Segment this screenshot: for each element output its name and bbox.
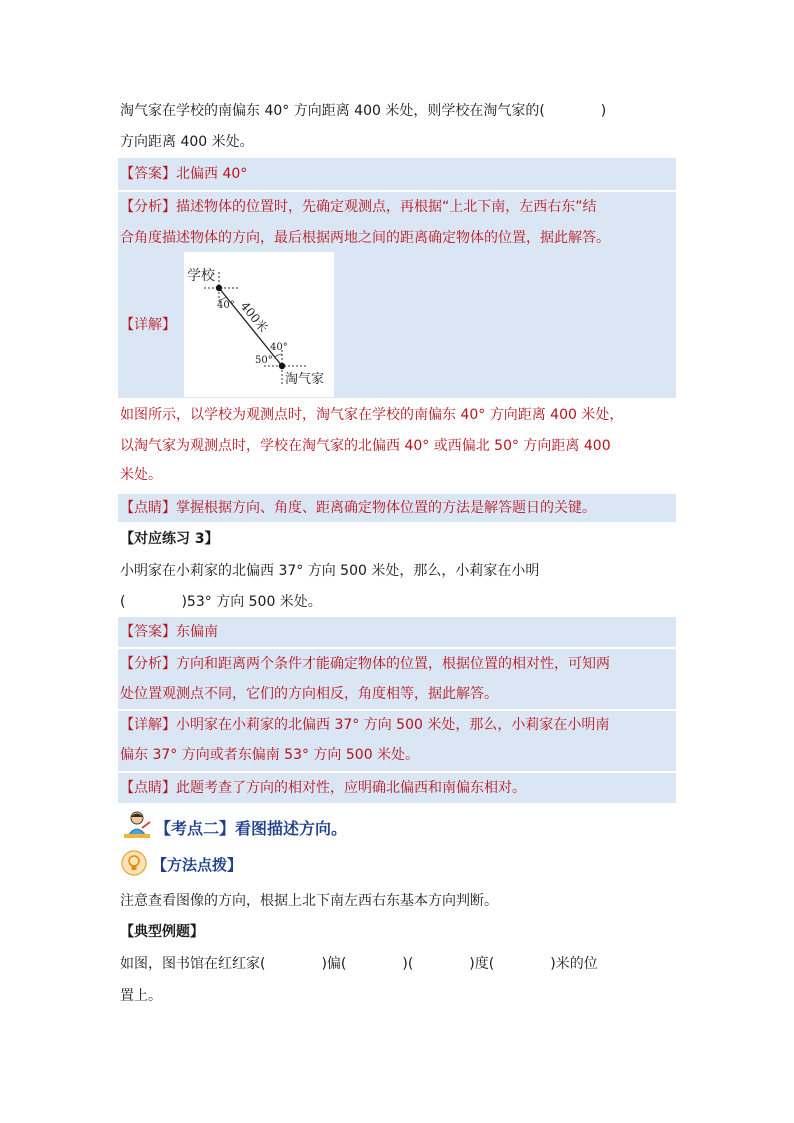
practice-tip-label: 【点睛】 xyxy=(120,780,176,796)
analysis-text: 描述物体的位置时，先确定观测点，再根据“上北下南，左西右东”结 xyxy=(176,199,597,215)
practice-analysis-line-1 xyxy=(120,654,610,674)
practice-answer-label: 【答案】 xyxy=(120,624,176,640)
lightbulb-icon xyxy=(120,849,148,877)
practice-analysis-label: 【分析】 xyxy=(120,656,176,672)
practice-analysis-line-2: 处位置观测点不同，它们的方向相反，角度相等，据此解答。 xyxy=(120,686,498,702)
answer-line xyxy=(120,164,247,184)
detail-label: 【详解】 xyxy=(120,317,176,333)
analysis-label: 【分析】 xyxy=(120,199,176,215)
practice-title: 【对应练习 3】 xyxy=(120,531,219,547)
direction-diagram xyxy=(184,252,334,397)
school-point xyxy=(216,285,222,291)
angle-west-label: 50° xyxy=(255,355,273,366)
practice-detail-line-1 xyxy=(120,715,609,735)
explain-line-2: 以淘气家为观测点时，学校在淘气家的北偏西 40° 或西偏北 50° 方向距离 400 xyxy=(120,438,611,454)
practice-tip-line xyxy=(120,778,526,798)
home-point xyxy=(279,363,285,369)
example-question-line-2: 置上。 xyxy=(120,988,162,1004)
practice-answer-text: 东偏南 xyxy=(176,624,218,640)
section-two-title: 【考点二】看图描述方向。 xyxy=(155,819,348,838)
analysis-line-1 xyxy=(120,197,597,217)
practice-answer-line xyxy=(120,622,218,642)
tip-line xyxy=(120,498,596,518)
answer-text: 北偏西 40° xyxy=(176,166,248,182)
explain-line-3: 米处。 xyxy=(120,467,162,483)
practice-tip-text: 此题考查了方向的相对性，应明确北偏西和南偏东相对。 xyxy=(176,780,526,796)
student-at-desk-icon xyxy=(120,808,154,842)
distance-label: 400米 xyxy=(237,299,271,336)
analysis-line-2: 合角度描述物体的方向，最后根据两地之间的距离确定物体的位置，据此解答。 xyxy=(120,230,610,246)
practice-question-2: ( )53° 方向 500 米处。 xyxy=(120,594,322,610)
example-title: 【典型例题】 xyxy=(120,924,204,940)
explain-line-1: 如图所示，以学校为观测点时，淘气家在学校的南偏东 40° 方向距离 400 米处， xyxy=(120,407,624,423)
method-text: 注意查看图像的方向，根据上北下南左西右东基本方向判断。 xyxy=(120,893,498,909)
angle-mid-label: 40° xyxy=(270,342,288,353)
tip-text: 掌握根据方向、角度、距离确定物体位置的方法是解答题日的关键。 xyxy=(176,500,596,516)
example-question-line-1: 如图，图书馆在红红家( )偏( )( )度( )米的位 xyxy=(120,956,598,972)
method-title: 【方法点拨】 xyxy=(152,856,243,874)
tip-label: 【点睛】 xyxy=(120,500,176,516)
answer-label: 【答案】 xyxy=(120,166,176,182)
practice-detail-line-2: 偏东 37° 方向或者东偏南 53° 方向 500 米处。 xyxy=(120,747,420,763)
question-line-1: 淘气家在学校的南偏东 40° 方向距离 400 米处，则学校在淘气家的( ) xyxy=(120,103,607,119)
practice-detail-text: 小明家在小莉家的北偏西 37° 方向 500 米处，那么，小莉家在小明南 xyxy=(176,717,610,733)
practice-question-1: 小明家在小莉家的北偏西 37° 方向 500 米处，那么，小莉家在小明 xyxy=(120,563,540,579)
practice-detail-label: 【详解】 xyxy=(120,717,176,733)
school-label: 学校 xyxy=(187,268,215,284)
question-line-2: 方向距离 400 米处。 xyxy=(120,134,254,150)
practice-analysis-text: 方向和距离两个条件才能确定物体的位置，根据位置的相对性，可知两 xyxy=(176,656,610,672)
home-label: 淘气家 xyxy=(285,372,325,387)
angle-top-label: 40° xyxy=(217,300,235,311)
